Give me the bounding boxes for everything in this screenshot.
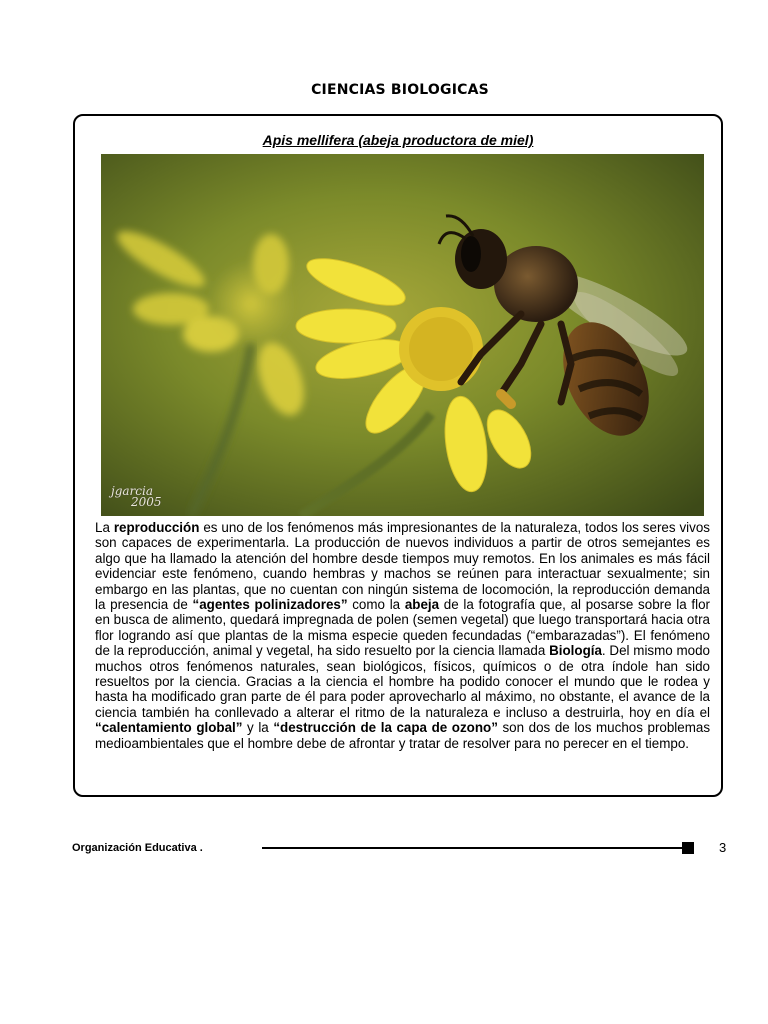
bee-flower-illustration xyxy=(101,154,704,516)
content-box xyxy=(73,114,723,797)
footer-rule xyxy=(262,847,682,849)
bee-flower-photo xyxy=(101,154,704,516)
term-biologia: Biología xyxy=(549,643,602,659)
term-calentamiento-global: “calentamiento global” xyxy=(95,720,243,736)
page-number: 3 xyxy=(719,840,727,855)
body-paragraph: La reproducción es uno de los fenómenos más impresionantes de la naturaleza, todos los seres vivos son capaces de experimentarla. La producción de nuevos individuos a partir de otros semejantes es algo que ha llamado la atención del hombre desde tiempos muy remotos. En los animales es más fácil evidenciar este fenómeno, cuando hembras y machos se reúnen para interactuar sexualmente; sin embargo en las plantas, que no cuentan con ningún sistema de locomoción, la reproducción demanda la presencia de “agentes polinizadores” como la abeja de la fotografía que, al posarse sobre la flor en busca de alimento, quedará impregnada de polen (semen vegetal) que luego transportará hacia otra flor logrando así que plantas de la misma especie queden fecundadas (“embarazadas”). El fenómeno de la reproducción, animal y vegetal, ha sido resuelto por la ciencia llamada Biología. Del mismo modo muchos otros fenómenos naturales, sean biológicos, físicos, químicos o de otra índole han sido resueltos por la ciencia. Gracias a la ciencia el hombre ha podido conocer el mundo que le rodea y hasta ha modificado gran parte de él para poder aprovecharlo al máximo, no obstante, el avance de la ciencia también ha conllevado a alterar el ritmo de la naturaleza e incluso a destruirla, hoy en día el “calentamiento global” y la “destrucción de la capa de ozono” son dos de los muchos problemas medioambientales que el hombre debe de afrontar y tratar de resolver para no perecer en el tiempo. xyxy=(95,520,711,751)
term-abeja: abeja xyxy=(404,597,440,613)
photographer-signature: jgarcia 2005 xyxy=(111,484,162,509)
term-capa-de-ozono: “destrucción de la capa de ozono” xyxy=(273,720,498,736)
term-reproduccion: reproducción xyxy=(113,520,200,535)
footer-square-marker xyxy=(682,842,694,854)
footer-organization: Organización Educativa . xyxy=(72,842,203,854)
page-header-title: CIENCIAS BIOLOGICAS xyxy=(311,82,489,98)
figure-caption: Apis mellifera (abeja productora de miel) xyxy=(262,132,534,148)
term-agentes-polinizadores: “agentes polinizadores” xyxy=(192,597,348,613)
